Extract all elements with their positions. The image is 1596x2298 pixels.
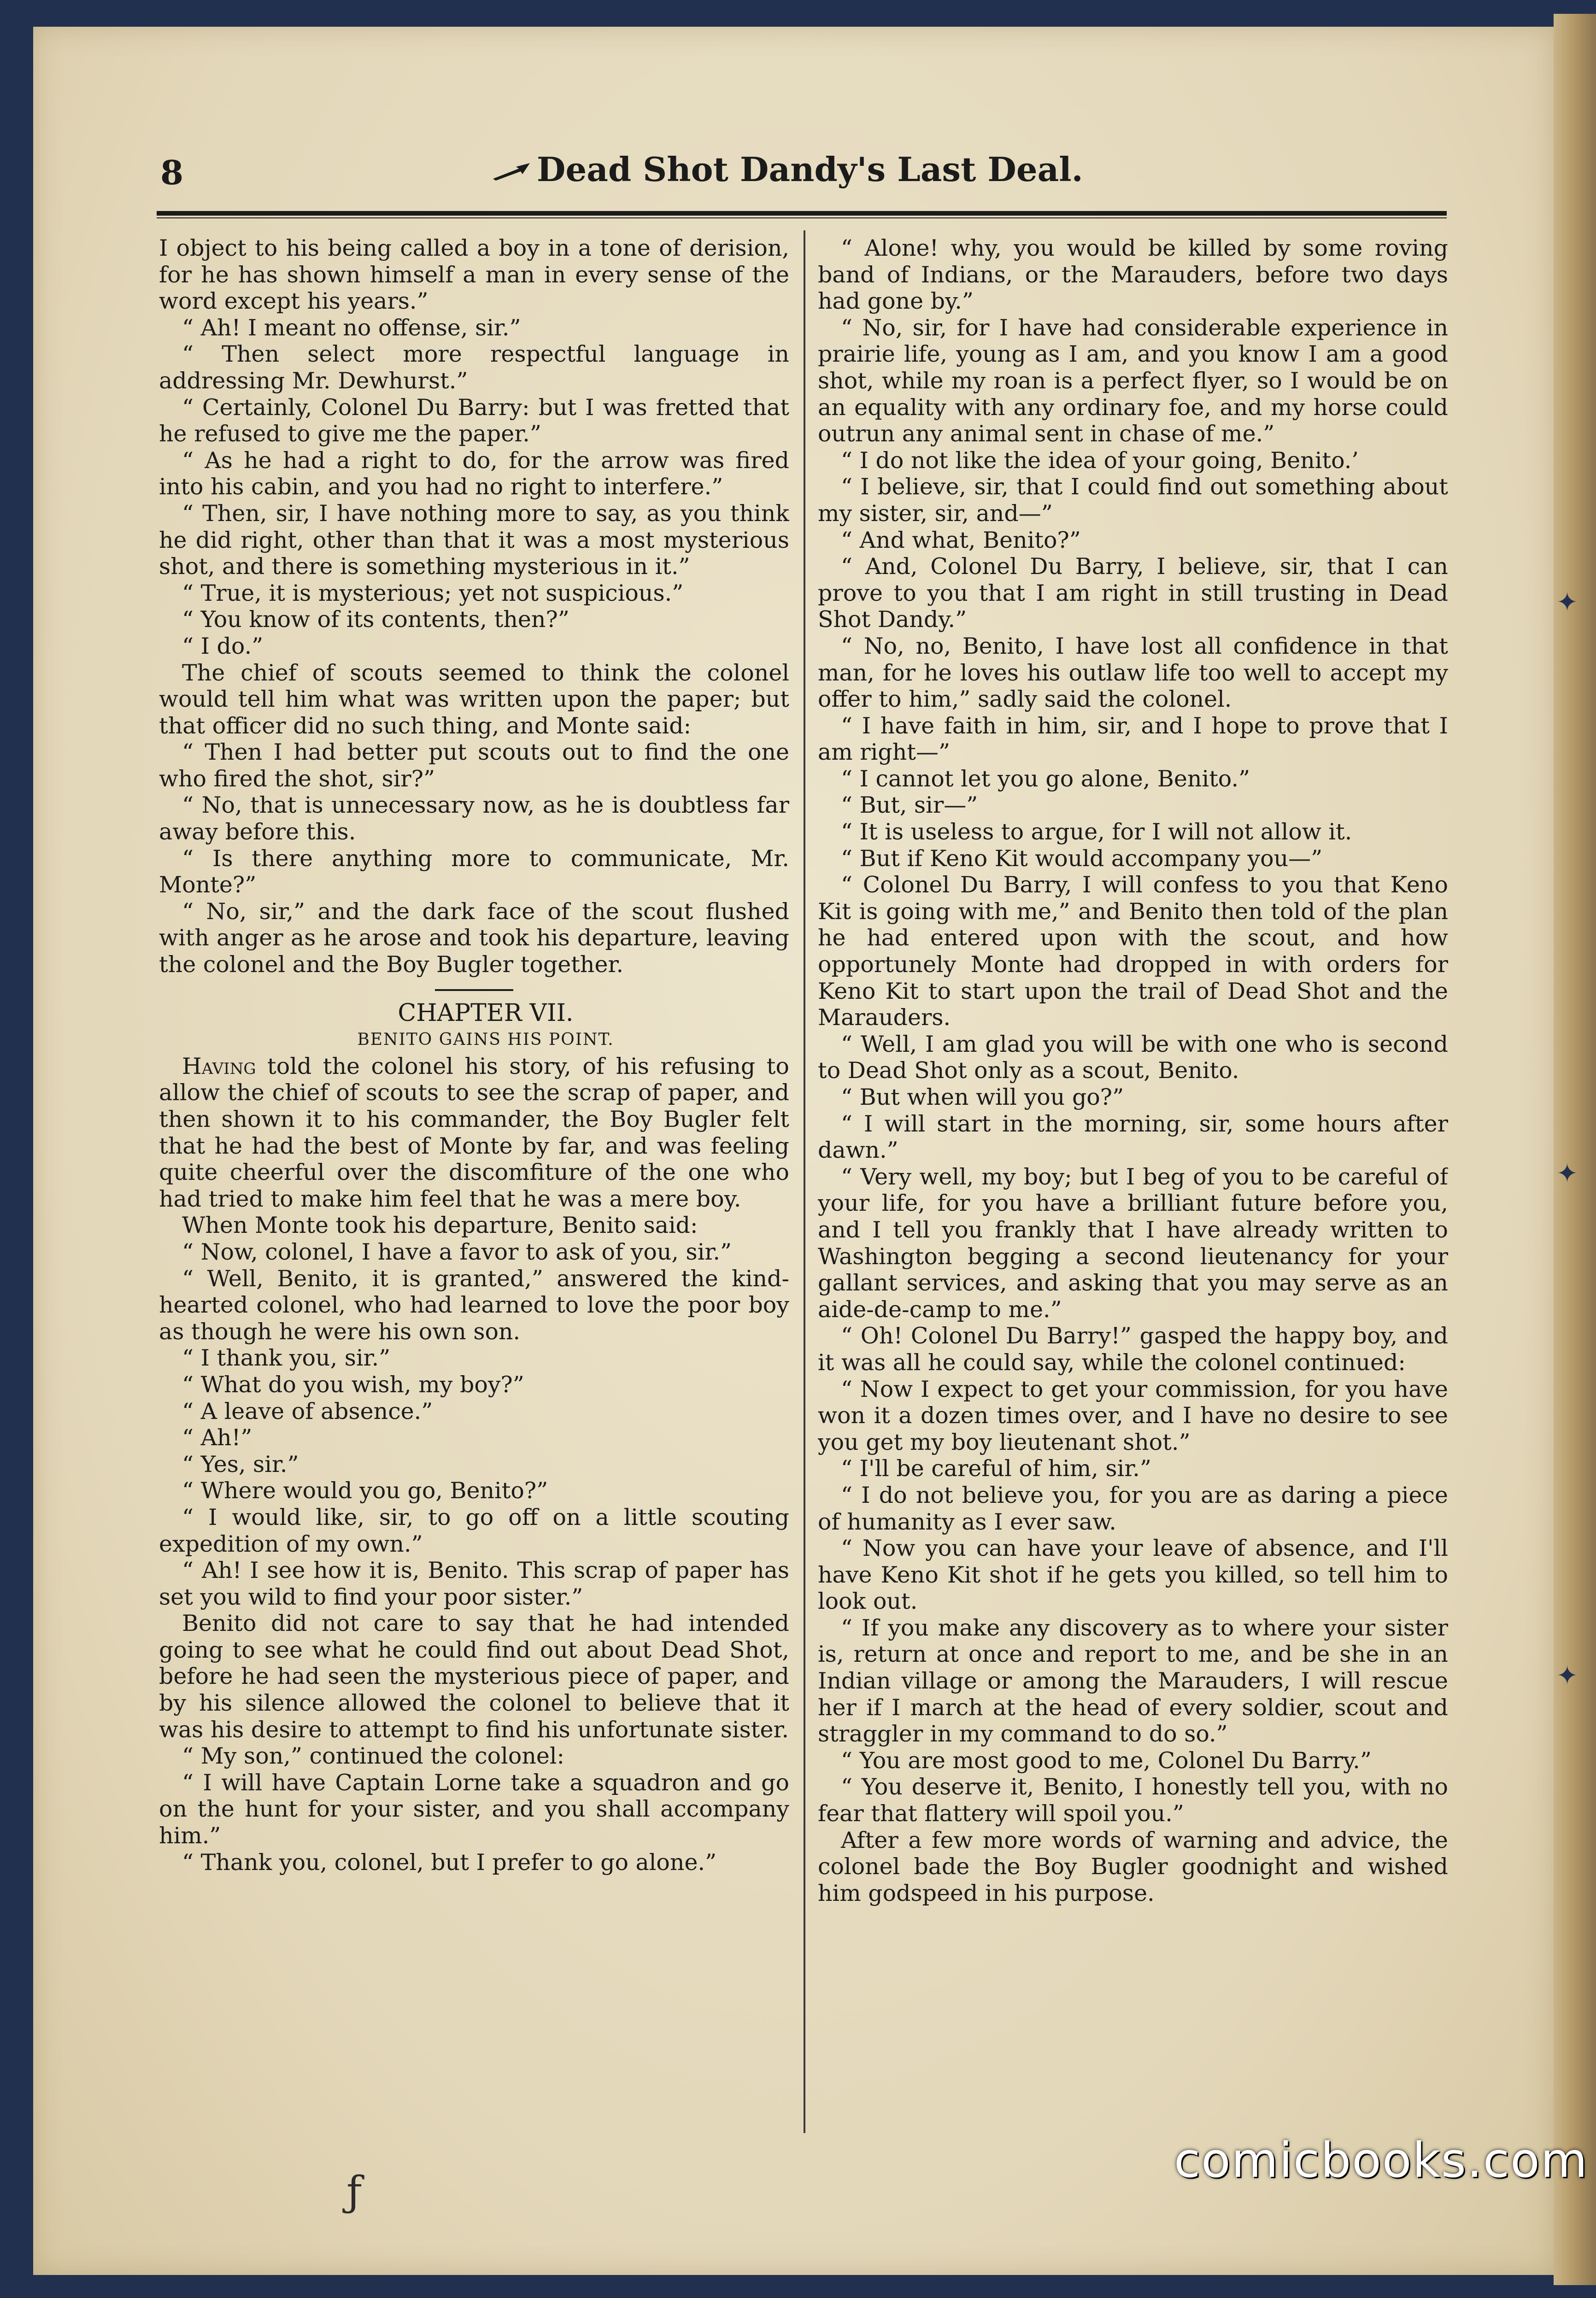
paragraph: “ But, sir—” (841, 792, 978, 819)
paragraph: “ Then I had better put scouts out to find the one who fired the shot, sir?” (159, 739, 789, 792)
paragraph: “ If you make any discovery as to where your sister is, return at once and report to me, and be she in an Indian village or among the Marauders, I will rescue her if I march at the head of every soldier, scout and straggler in my command to do so.” (818, 1614, 1448, 1747)
paragraph: “ Ah! I meant no offense, sir.” (182, 314, 521, 341)
paragraph: “ No, no, Benito, I have lost all confidence in that man, for he loves his outlaw life too well to accept my offer to him,” sadly said the colonel. (818, 633, 1448, 713)
paragraph: “ I have faith in him, sir, and I hope to prove that I am right—” (818, 712, 1448, 766)
arrow-ornament-icon (492, 162, 531, 181)
paragraph: “ I cannot let you go alone, Benito.” (841, 765, 1250, 792)
paragraph: “ No, that is unnecessary now, as he is doubtless far away before this. (159, 792, 789, 845)
paragraph: “ Well, I am glad you will be with one who is second to Dead Shot only as a scout, Benito. (818, 1031, 1448, 1084)
paragraph: “ I will have Captain Lorne take a squadron and go on the hunt for your sister, and you shall accompany him.” (159, 1769, 789, 1849)
running-title: Dead Shot Dandy's Last Deal. (537, 150, 1083, 189)
paragraph: “ You deserve it, Benito, I honestly tell you, with no fear that flattery will spoil you.” (818, 1774, 1448, 1827)
paragraph: “ I do not like the idea of your going, Benito.’ (841, 447, 1359, 474)
chapter-opening-paragraph (159, 1053, 789, 1213)
page-edge (1554, 14, 1596, 2285)
paragraph: “ Colonel Du Barry, I will confess to you that Keno Kit is going with me,” and Benito then told of the plan he had entered upon with the scout, and how opportunely Monte had dropped in with orders for Keno Kit to start upon the trail of Dead Shot and the Marauders. (818, 872, 1448, 1031)
section-divider (435, 989, 513, 991)
paragraph: After a few more words of warning and advice, the colonel bade the Boy Bugler goodnight and wished him godspeed in his purpose. (818, 1827, 1448, 1906)
paragraph: “ I believe, sir, that I could find out something about my sister, sir, and—” (818, 474, 1448, 527)
paragraph: “ I thank you, sir.” (182, 1345, 391, 1372)
paragraph: “ Then, sir, I have nothing more to say, as you think he did right, other than that it was a most mysterious shot, and there is something mysterious in it.” (159, 500, 789, 580)
paragraph: “ What do you wish, my boy?” (182, 1371, 524, 1398)
watermark: comicbooks.com (1174, 2132, 1589, 2188)
paragraph: “ But when will you go?” (841, 1084, 1124, 1110)
paragraph: “ Ah! I see how it is, Benito. This scrap of paper has set you wild to find your poor sister.” (159, 1557, 789, 1610)
paragraph: Benito did not care to say that he had intended going to see what he could find out about Dead Shot, before he had seen the mysterious piece of paper, and by his silence allowed the colonel to believe that it was his desire to attempt to find his unfortunate sister. (159, 1610, 789, 1743)
paragraph: “ Yes, sir.” (182, 1451, 299, 1477)
paragraph: “ Ah!” (182, 1425, 252, 1451)
binding-staple-icon: ✦ (1556, 587, 1578, 617)
paragraph: The chief of scouts seemed to think the colonel would tell him what was written upon the paper; but that officer did no such thing, and Monte said: (159, 659, 789, 739)
paragraph: I object to his being called a boy in a tone of derision, for he has shown himself a man in every sense of the word except his years.” (159, 235, 789, 315)
left-column (159, 235, 789, 2165)
paragraph: “ Thank you, colonel, but I prefer to go alone.” (182, 1849, 717, 1876)
column-divider (804, 230, 805, 2133)
paragraph: “ And what, Benito?” (841, 527, 1081, 553)
paragraph: “ No, sir, for I have had considerable experience in prairie life, young as I am, and you know I am a good shot, while my roan is a perfect flyer, so I would be on an equality with any ordinary foe, and my horse could outrun any animal sent in chase of me.” (818, 314, 1448, 447)
paragraph: “ Alone! why, you would be killed by some roving band of Indians, or the Marauders, before two days had gone by.” (818, 235, 1448, 315)
paragraph: “ I do not believe you, for you are as daring a piece of humanity as I ever saw. (818, 1482, 1448, 1535)
paragraph: “ Now you can have your leave of absence, and I'll have Keno Kit shot if he gets you killed, so tell him to look out. (818, 1535, 1448, 1615)
paragraph: “ Very well, my boy; but I beg of you to be careful of your life, for you have a brilliant future before you, and I tell you frankly that I have already written to Washington begging a second lieutenancy for your gallant services, and asking that you may serve as an aide-de-camp to me.” (818, 1163, 1448, 1323)
chapter-title: CHAPTER VII. (398, 999, 574, 1027)
paragraph: “ Now, colonel, I have a favor to ask of you, sir.” (182, 1238, 732, 1265)
paragraph: “ Well, Benito, it is granted,” answered the kind-hearted colonel, who had learned to love the poor boy as though he were his own son. (159, 1265, 789, 1345)
page-number: 8 (160, 153, 184, 192)
paragraph: When Monte took his departure, Benito said: (182, 1212, 698, 1239)
paragraph: “ My son,” continued the colonel: (182, 1743, 565, 1770)
paragraph: “ Now I expect to get your commission, for you have won it a dozen times over, and I have no desire to see you get my boy lieutenant shot.” (818, 1376, 1448, 1455)
paragraph: “ I will start in the morning, sir, some hours after dawn.” (818, 1110, 1448, 1164)
paragraph: “ But if Keno Kit would accompany you—” (841, 845, 1323, 872)
chapter-subtitle: BENITO GAINS HIS POINT. (357, 1030, 614, 1049)
paragraph: “ Certainly, Colonel Du Barry: but I was fretted that he refused to give me the paper.” (159, 394, 789, 447)
lead-text: told the colonel his story, of his refusing to allow the chief of scouts to see the scrap of paper, and then shown it to his commander, the Boy Bugler felt that he had the best of Monte by far, and was feeling quite cheerful over the discomfiture of the one who had tried to make him feel that he was a mere boy. (159, 1053, 789, 1212)
right-column (818, 235, 1448, 2165)
pen-mark-icon: ƒ (346, 2168, 362, 2216)
paragraph: “ It is useless to argue, for I will not allow it. (841, 819, 1352, 845)
paragraph: “ Oh! Colonel Du Barry!” gasped the happy boy, and it was all he could say, while the colonel continued: (818, 1323, 1448, 1376)
paragraph: “ A leave of absence.” (182, 1398, 433, 1425)
paragraph: “ You are most good to me, Colonel Du Barry.” (841, 1747, 1372, 1774)
paragraph: “ You know of its contents, then?” (182, 606, 569, 633)
paragraph: “ Then select more respectful language in addressing Mr. Dewhurst.” (159, 341, 789, 394)
paragraph: “ I do.” (182, 633, 264, 659)
paragraph: “ I would like, sir, to go off on a little scouting expedition of my own.” (159, 1504, 789, 1557)
binding-staple-icon: ✦ (1556, 1661, 1578, 1691)
paragraph: “ True, it is mysterious; yet not suspicious.” (182, 580, 684, 606)
paragraph: “ Where would you go, Benito?” (182, 1477, 548, 1504)
paragraph: “ And, Colonel Du Barry, I believe, sir, that I can prove to you that I am right in still trusting in Dead Shot Dandy.” (818, 553, 1448, 633)
binding-staple-icon: ✦ (1556, 1159, 1578, 1189)
paragraph: “ As he had a right to do, for the arrow was fired into his cabin, and you had no right to interfere.” (159, 447, 789, 500)
paragraph: “ Is there anything more to communicate, Mr. Monte?” (159, 845, 789, 898)
lead-word: Having (182, 1053, 256, 1079)
header-rule (157, 211, 1447, 218)
paragraph: “ No, sir,” and the dark face of the scout flushed with anger as he arose and took his departure, leaving the colonel and the Boy Bugler together. (159, 898, 789, 978)
paragraph: “ I'll be careful of him, sir.” (841, 1455, 1151, 1482)
